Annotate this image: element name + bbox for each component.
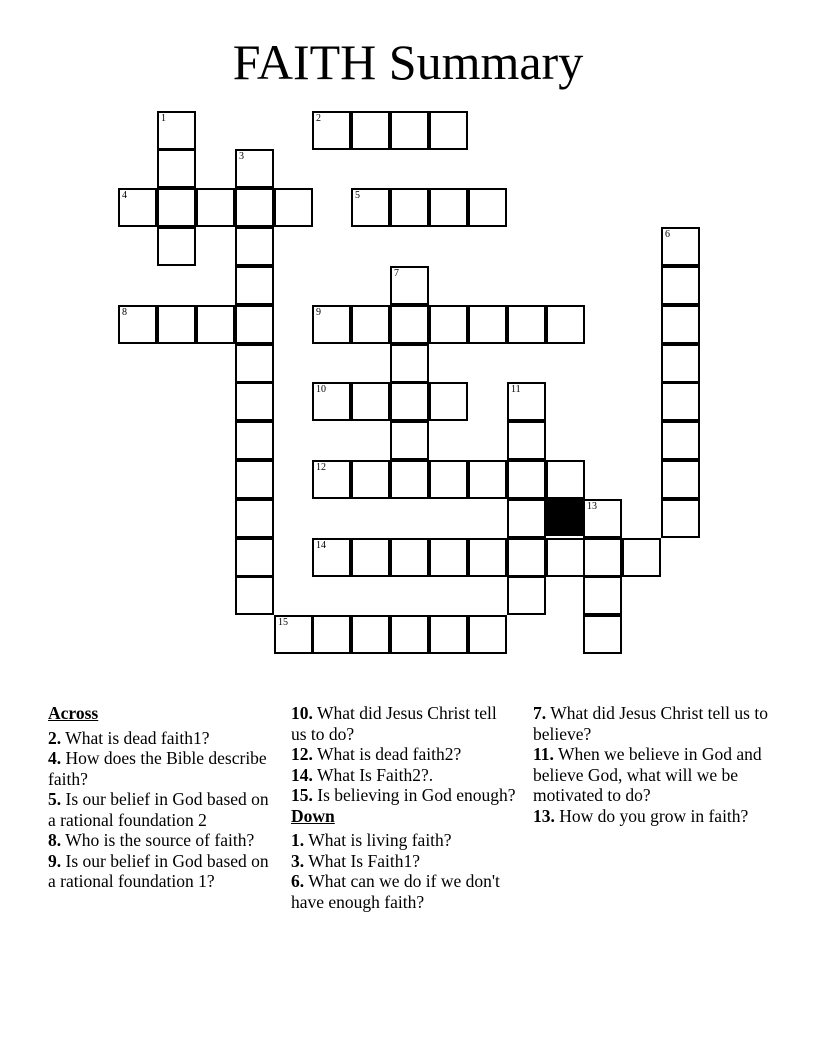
- grid-cell[interactable]: [429, 188, 468, 227]
- grid-cell[interactable]: [468, 305, 507, 344]
- cell-number: 3: [239, 151, 244, 162]
- grid-cell[interactable]: [235, 460, 274, 499]
- grid-cell[interactable]: [312, 615, 351, 654]
- clue-across-5: 5. Is our belief in God based on a rational foundation 2: [48, 789, 269, 830]
- grid-cell[interactable]: [661, 460, 700, 499]
- grid-cell[interactable]: [390, 382, 429, 421]
- clue-across-8: 8. Who is the source of faith?: [48, 830, 255, 850]
- grid-cell[interactable]: [390, 615, 429, 654]
- clue-across-4: 4. How does the Bible describe faith?: [48, 748, 267, 789]
- grid-cell[interactable]: [235, 227, 274, 266]
- grid-cell[interactable]: [429, 538, 468, 577]
- grid-cell[interactable]: [274, 188, 313, 227]
- grid-cell[interactable]: [157, 227, 196, 266]
- grid-cell-8[interactable]: [118, 305, 157, 344]
- grid-cell[interactable]: [661, 382, 700, 421]
- grid-cell[interactable]: [546, 538, 585, 577]
- grid-cell-13[interactable]: [583, 499, 622, 538]
- grid-cell[interactable]: [157, 305, 196, 344]
- grid-cell[interactable]: [235, 266, 274, 305]
- grid-cell[interactable]: [468, 538, 507, 577]
- down-header: Down: [291, 805, 335, 826]
- grid-cell-15[interactable]: [274, 615, 313, 654]
- clue-down-6: 6. What can we do if we don't have enough faith?: [291, 871, 500, 912]
- grid-cell[interactable]: [507, 305, 546, 344]
- grid-cell[interactable]: [390, 344, 429, 383]
- grid-cell[interactable]: [157, 149, 196, 188]
- grid-cell[interactable]: [429, 382, 468, 421]
- grid-cell[interactable]: [429, 111, 468, 150]
- grid-cell-14[interactable]: [312, 538, 351, 577]
- grid-cell-4[interactable]: [118, 188, 157, 227]
- grid-cell[interactable]: [390, 460, 429, 499]
- clue-across-14: 14. What Is Faith2?.: [291, 764, 434, 785]
- grid-cell[interactable]: [583, 615, 622, 654]
- grid-cell[interactable]: [507, 421, 546, 460]
- clue-down-13: 13. How do you grow in faith?: [533, 805, 749, 826]
- clue-across-12: 12. What is dead faith2?: [291, 744, 462, 764]
- grid-cell[interactable]: [235, 188, 274, 227]
- grid-cell[interactable]: [429, 460, 468, 499]
- grid-cell-2[interactable]: [312, 111, 351, 150]
- grid-cell[interactable]: [583, 538, 622, 577]
- grid-cell[interactable]: [468, 460, 507, 499]
- grid-cell-3[interactable]: [235, 149, 274, 188]
- cell-number: 4: [122, 190, 127, 201]
- grid-cell[interactable]: [235, 538, 274, 577]
- cell-number: 1: [161, 113, 166, 124]
- cell-number: 8: [122, 307, 127, 318]
- grid-cell[interactable]: [196, 305, 235, 344]
- grid-cell[interactable]: [622, 538, 661, 577]
- grid-cell[interactable]: [429, 615, 468, 654]
- grid-cell[interactable]: [390, 188, 429, 227]
- grid-cell[interactable]: [507, 499, 546, 538]
- grid-cell[interactable]: [546, 305, 585, 344]
- page-title: FAITH Summary: [232, 34, 584, 90]
- cell-number: 14: [316, 540, 326, 551]
- grid-cell[interactable]: [235, 305, 274, 344]
- clue-across-2: 2. What is dead faith1?: [48, 727, 210, 748]
- cell-number: 6: [665, 229, 670, 240]
- grid-cell-10[interactable]: [312, 382, 351, 421]
- cell-number: 11: [511, 384, 521, 395]
- cell-number: 13: [587, 501, 597, 512]
- cell-number: 7: [394, 268, 399, 279]
- cell-number: 9: [316, 307, 321, 318]
- grid-cell[interactable]: [235, 499, 274, 538]
- clue-across-15: 15. Is believing in God enough?: [291, 785, 516, 805]
- grid-cell[interactable]: [351, 460, 390, 499]
- grid-cell[interactable]: [390, 305, 429, 344]
- grid-cell-9[interactable]: [312, 305, 351, 344]
- grid-cell[interactable]: [235, 576, 274, 615]
- grid-cell[interactable]: [661, 421, 700, 460]
- cell-number: 15: [278, 617, 288, 628]
- grid-cell-6[interactable]: [661, 227, 700, 266]
- grid-cell[interactable]: [507, 576, 546, 615]
- grid-cell[interactable]: [507, 460, 546, 499]
- grid-cell[interactable]: [157, 188, 196, 227]
- grid-cell[interactable]: [235, 382, 274, 421]
- grid-cell[interactable]: [351, 538, 390, 577]
- clues-column-2: [291, 703, 516, 912]
- grid-cell[interactable]: [583, 576, 622, 615]
- grid-cell[interactable]: [351, 305, 390, 344]
- clues-column-1: [48, 703, 280, 892]
- grid-cell[interactable]: [351, 111, 390, 150]
- grid-cell[interactable]: [390, 538, 429, 577]
- grid-cell[interactable]: [661, 499, 700, 538]
- grid-cell[interactable]: [196, 188, 235, 227]
- black-cell: [544, 497, 583, 536]
- grid-cell[interactable]: [351, 382, 390, 421]
- clues-column-3: [533, 703, 773, 826]
- grid-cell-5[interactable]: [351, 188, 390, 227]
- grid-cell[interactable]: [661, 344, 700, 383]
- across-header: Across: [48, 703, 99, 723]
- clue-down-3: 3. What Is Faith1?: [291, 850, 420, 871]
- grid-cell-1[interactable]: [157, 111, 196, 150]
- clue-down-1: 1. What is living faith?: [291, 830, 452, 850]
- clue-down-7: 7. What did Jesus Christ tell us to believe?: [533, 703, 768, 744]
- grid-cell[interactable]: [390, 111, 429, 150]
- cell-number: 10: [316, 384, 326, 395]
- grid-cell[interactable]: [390, 421, 429, 460]
- cell-number: 2: [316, 113, 321, 124]
- grid-cell[interactable]: [235, 421, 274, 460]
- grid-cell-12[interactable]: [312, 460, 351, 499]
- clue-across-10: 10. What did Jesus Christ tell us to do?: [291, 703, 497, 744]
- grid-cell[interactable]: [468, 188, 507, 227]
- clue-down-11: 11. When we believe in God and believe God, what will we be motivated to do?: [533, 744, 762, 805]
- grid-cell-11[interactable]: [507, 382, 546, 421]
- grid-cell-7[interactable]: [390, 266, 429, 305]
- grid-cell[interactable]: [351, 615, 390, 654]
- grid-cell[interactable]: [546, 460, 585, 499]
- cell-number: 5: [355, 190, 360, 201]
- grid-cell[interactable]: [429, 305, 468, 344]
- grid-cell[interactable]: [468, 615, 507, 654]
- clue-across-9: 9. Is our belief in God based on a rational foundation 1?: [48, 850, 269, 891]
- cell-number: 12: [316, 462, 326, 473]
- grid-cell[interactable]: [661, 266, 700, 305]
- grid-cell[interactable]: [661, 305, 700, 344]
- grid-cell[interactable]: [235, 344, 274, 383]
- grid-cell[interactable]: [507, 538, 546, 577]
